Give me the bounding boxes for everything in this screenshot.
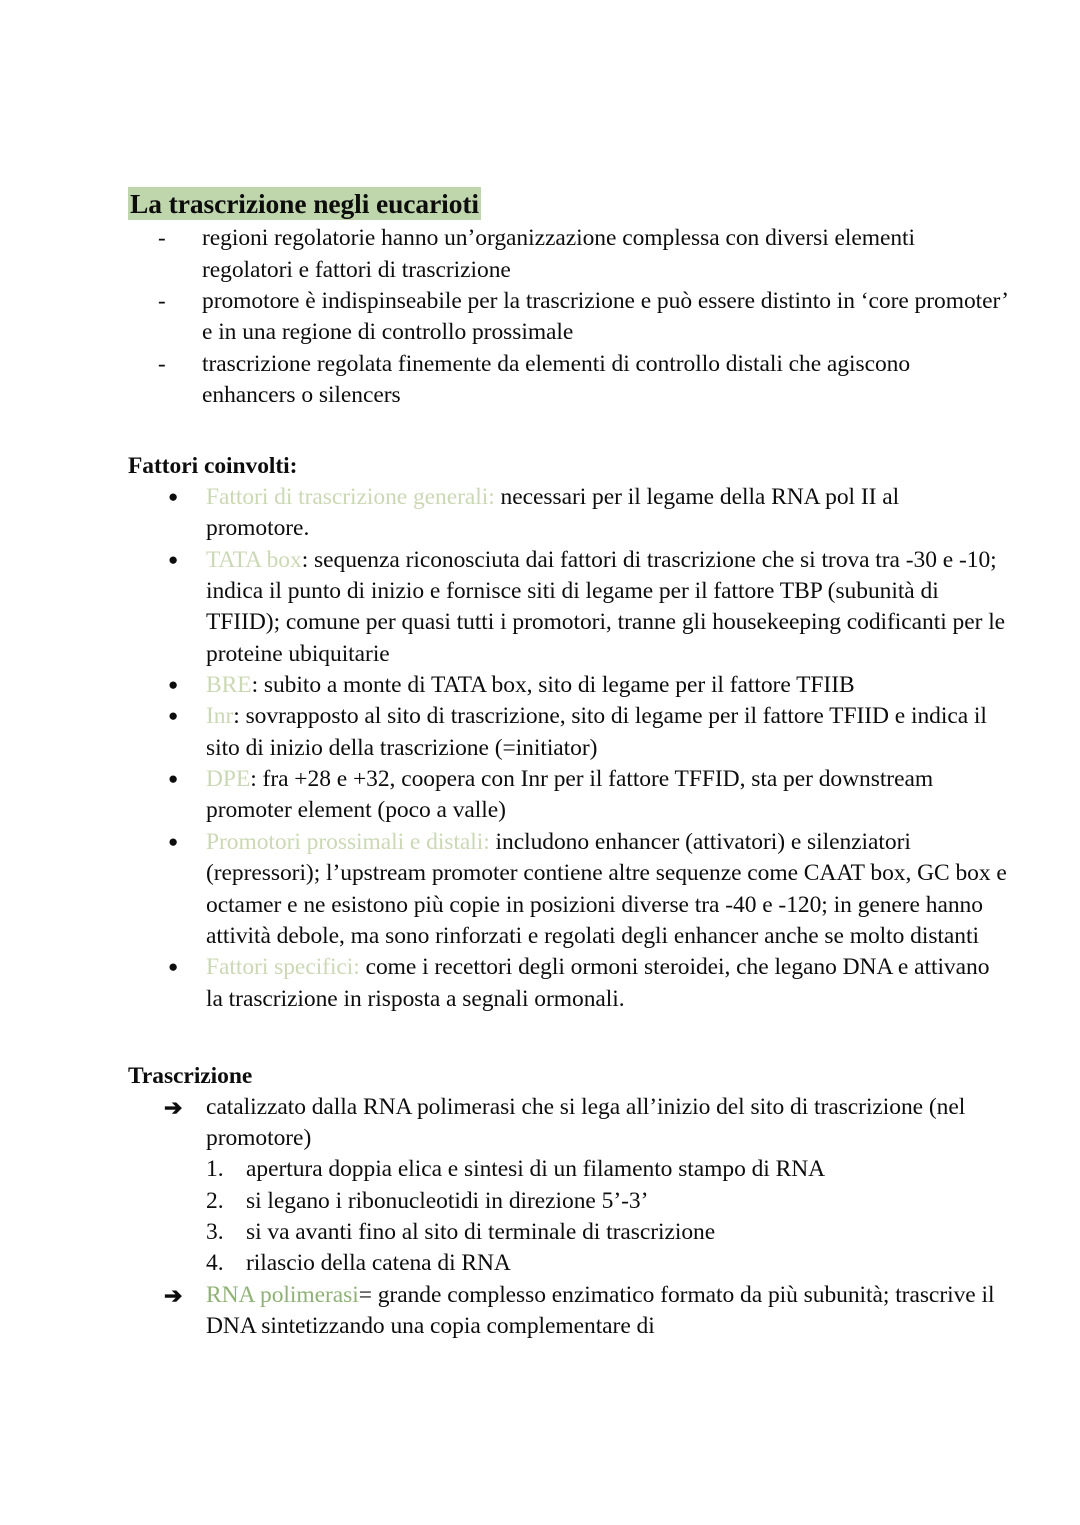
list-item-text: trascrizione regolata finemente da elementi di controllo distali che agiscono enhancers o silencers [202,350,911,408]
list-item-term: DPE [206,766,251,793]
dash-marker: - [158,287,166,313]
list-item-text: regioni regolatorie hanno un’organizzazione complessa con diversi elementi regolatori e fattori di trascrizione [202,225,916,283]
bullet-marker: ● [168,769,179,789]
list-item-text: apertura doppia elica e sintesi di un filamento stampo di RNA [246,1156,826,1183]
page-title [128,186,1008,221]
step-number: 3. [206,1218,224,1245]
spacer [128,1015,1008,1061]
list-item [168,482,1008,545]
list-item-text: si va avanti fino al sito di terminale di trascrizione [246,1218,716,1245]
list-item [158,286,1008,349]
step-number: 2. [206,1187,224,1214]
list-item-text: rilascio della catena di RNA [246,1250,511,1277]
bullet-marker: ● [168,549,179,569]
list-item [168,545,1008,670]
bullet-marker: ● [168,831,179,851]
bullet-marker: ● [168,706,179,726]
list-item-text: : fra +28 e +32, coopera con Inr per il fattore TFFID, sta per downstream promoter element (poco a valle) [206,766,934,824]
list-item-text: catalizzato dalla RNA polimerasi che si lega all’inizio del sito di trascrizione (nel promotore) [206,1093,966,1151]
list-item [168,764,1008,827]
arrow-icon: ➔ [164,1282,183,1308]
trascrizione-list [164,1092,1008,1155]
bullet-marker: ● [168,957,179,977]
list-item-text: necessari per il legame della RNA pol II al promotore. [206,483,900,542]
bullet-marker: ● [168,486,179,506]
step-number: 4. [206,1250,224,1277]
list-item-text: come i recettori degli ormoni steroidei, che legano DNA e attivano la trascrizione in risposta a segnali ormonali. [206,954,990,1012]
list-item-text: si legano i ribonucleotidi in direzione 5’-3’ [246,1187,649,1214]
spacer [128,411,1008,451]
list-item-text: includono enhancer (attivatori) e silenziatori (repressori); l’upstream promoter contiene altre sequenze come CAAT box, GC box e octamer e ne esistono più copie in posizioni diverse tra -40 e -120; in genere hanno attività debole, ma sono rinforzati e regolati degli enhancer anche se molto distanti [206,828,1007,949]
list-item-term: Inr [206,703,234,730]
list-item-text: promotore è indispinseabile per la trascrizione e può essere distinto in ‘core promoter’ e in una regione di controllo prossimale [202,287,1008,346]
list-item [158,349,1008,412]
intro-list [158,223,1008,411]
list-item [168,701,1008,764]
list-item-text: : sovrapposto al sito di trascrizione, sito di legame per il fattore TFIID e indica il sito di inizio della trascrizione (=initiator) [206,703,987,761]
dash-marker: - [158,350,166,376]
list-item [168,827,1008,952]
list-item-text: = grande complesso enzimatico formato da più subunità; trascrive il DNA sintetizzando una copia complementare di [206,1281,995,1340]
section-heading-trascrizione: Trascrizione [128,1063,253,1089]
list-item-text: : sequenza riconosciuta dai fattori di trascrizione che si trova tra -30 e -10; indica il punto di inizio e fornisce siti di legame per il fattore TBP (subunità di TFIID); comune per quasi tutti i promotori, tranne gli housekeeping codificanti per le proteine ubiquitarie [206,546,1006,667]
list-item-term: Promotori prossimali e distali: [206,828,490,855]
document-content [128,186,1008,1342]
list-item [206,1248,1008,1279]
list-item [206,1186,1008,1217]
list-item-term: BRE [206,672,252,699]
page-title-highlight: La trascrizione negli eucarioti [130,188,479,219]
list-item [158,223,1008,286]
list-item-text: : subito a monte di TATA box, sito di legame per il fattore TFIIB [251,672,855,699]
trascrizione-steps [206,1154,1008,1279]
list-item [164,1280,1008,1343]
list-item [206,1154,1008,1185]
list-item-term: TATA box [206,546,302,573]
trascrizione-list-2 [164,1280,1008,1343]
dash-marker: - [158,225,166,251]
bullet-marker: ● [168,675,179,695]
list-item [164,1092,1008,1155]
list-item [168,952,1008,1015]
arrow-icon: ➔ [164,1094,183,1120]
list-item-term: Fattori specifici: [206,954,360,981]
step-number: 1. [206,1156,224,1183]
list-item [206,1217,1008,1248]
list-item-term: Fattori di trascrizione generali: [206,483,495,510]
list-item-term: RNA polimerasi [206,1281,359,1308]
section-heading-fattori: Fattori coinvolti: [128,453,298,480]
list-item [168,670,1008,701]
fattori-list [168,482,1008,1015]
